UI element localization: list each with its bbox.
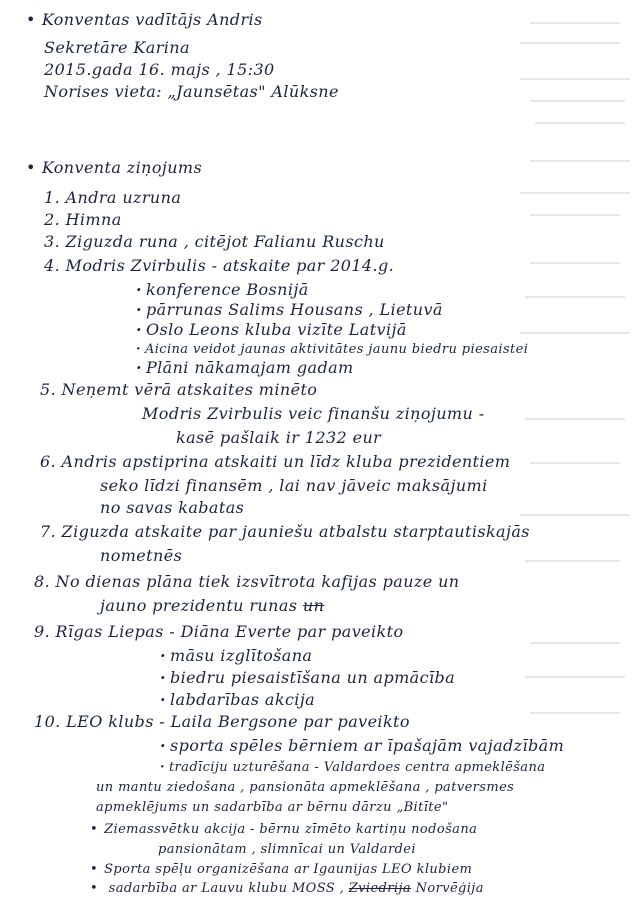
item-9-sub: · labdarības akcija bbox=[160, 690, 315, 710]
agenda-item-8: 8. No dienas plāna tiek izsvītrota kafijas pauze un bbox=[34, 572, 460, 591]
item-4-sub: · Oslo Leons kluba vizīte Latvijā bbox=[136, 320, 407, 340]
header-date-time: 2015.gada 16. majs , 15:30 bbox=[44, 60, 275, 79]
agenda-item-6: 6. Andris apstiprina atskaiti un līdz kluba prezidentiem bbox=[40, 452, 511, 471]
agenda-item-1: 1. Andra uzruna bbox=[44, 188, 182, 207]
header-chair: • Konventas vadītājs Andris bbox=[26, 10, 263, 30]
item-10-bullet-text: sadarbība ar Lauvu klubu MOSS , bbox=[108, 881, 345, 896]
item-4-sub: · pārrunas Salims Housans , Lietuvā bbox=[136, 300, 443, 320]
agenda-item-7-cont: nometnēs bbox=[100, 546, 183, 565]
report-title: • Konventa ziņojums bbox=[26, 158, 202, 178]
item-10-bullet bbox=[90, 879, 484, 899]
item-10-sub: · sporta spēles bērniem ar īpašajām vajadzībām bbox=[160, 736, 564, 756]
item-10-bullet-cont: pansionātam , slimnīcai un Valdardei bbox=[158, 842, 416, 857]
agenda-item-9: 9. Rīgas Liepas - Diāna Everte par paveikto bbox=[34, 622, 404, 641]
agenda-item-7: 7. Ziguzda atskaite par jauniešu atbalstu starptautiskajās bbox=[40, 522, 530, 541]
agenda-item-6-cont: seko līdzi finansēm , lai nav jāveic maksājumi bbox=[100, 476, 488, 495]
agenda-item-10: 10. LEO klubs - Laila Bergsone par paveikto bbox=[34, 712, 410, 731]
agenda-item-8-cont bbox=[100, 596, 324, 616]
agenda-item-5: 5. Neņemt vērā atskaites minēto bbox=[40, 380, 318, 399]
item-8-crossed-out: un bbox=[302, 596, 325, 615]
agenda-item-2: 2. Himna bbox=[44, 210, 122, 229]
item-5-note: Modris Zvirbulis veic finanšu ziņojumu - bbox=[142, 404, 485, 423]
agenda-item-3: 3. Ziguzda runa , citējot Falianu Ruschu bbox=[44, 232, 385, 251]
header-secretary: Sekretāre Karina bbox=[44, 38, 190, 57]
item-4-sub: · konference Bosnijā bbox=[136, 280, 309, 300]
item-10-bullet: • Ziemassvētku akcija - bērnu zīmēto kartiņu nodošana bbox=[90, 820, 477, 840]
header-venue: Norises vieta: „Jaunsētas" Alūksne bbox=[44, 82, 339, 101]
item-5-note: kasē pašlaik ir 1232 eur bbox=[176, 428, 382, 447]
item-4-sub: · Aicina veidot jaunas aktivitātes jaunu biedru piesaistei bbox=[136, 340, 528, 360]
agenda-item-4: 4. Modris Zvirbulis - atskaite par 2014.g. bbox=[44, 256, 395, 275]
item-10-cont: un mantu ziedošana , pansionāta apmeklēšana , patversmes bbox=[96, 780, 515, 795]
item-9-sub: · māsu izglītošana bbox=[160, 646, 312, 666]
item-10-bullet-end: Norvēģija bbox=[415, 881, 484, 896]
item-9-sub: · biedru piesaistīšana un apmācība bbox=[160, 668, 455, 688]
item-8-text: jauno prezidentu runas bbox=[100, 596, 298, 615]
item-10-bullet: • Sporta spēļu organizēšana ar Igaunijas LEO klubiem bbox=[90, 860, 472, 880]
item-4-sub: · Plāni nākamajam gadam bbox=[136, 358, 354, 378]
item-10-crossed-out: Zviedrija bbox=[348, 881, 412, 896]
item-10-cont: apmeklējums un sadarbība ar bērnu dārzu „Bitīte" bbox=[96, 800, 449, 815]
agenda-item-6-cont: no savas kabatas bbox=[100, 498, 245, 517]
item-10-sub: · tradīciju uzturēšana - Valdardoes centra apmeklēšana bbox=[160, 758, 545, 778]
